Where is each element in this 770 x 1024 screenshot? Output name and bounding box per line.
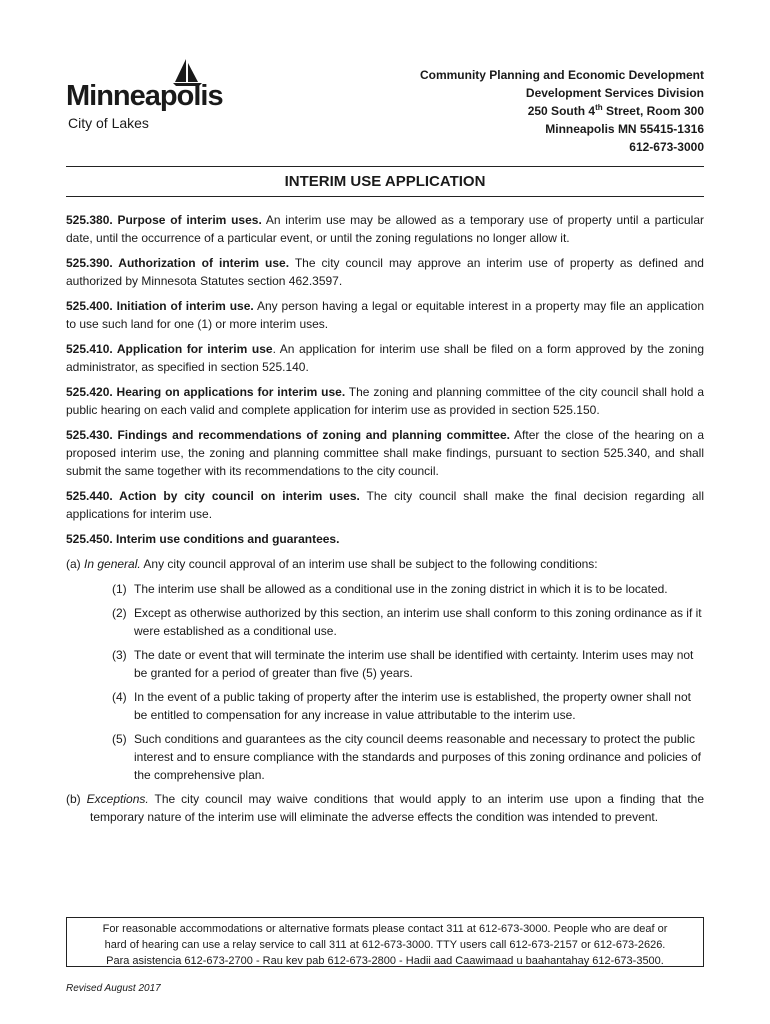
conditions-list: [112, 580, 704, 784]
accessibility-notice: [66, 917, 704, 967]
subsection-general: (a) In general. Any city council approval of an interim use shall be subject to the following conditions:: [66, 557, 598, 571]
notice-line: For reasonable accommodations or alternative formats please contact 311 at 612-673-3000. People who are deaf or: [102, 923, 668, 935]
address-line: 250 South 4th Street, Room 300: [527, 103, 704, 118]
section-525-450: 525.450. Interim use conditions and guarantees.: [66, 532, 340, 546]
page-title: INTERIM USE APPLICATION: [284, 173, 486, 190]
logo-wordmark: Minneapolis: [66, 80, 223, 112]
notice-line: Para asistencia 612-673-2700 - Rau kev pab 612-673-2800 - Hadii aad Caawimaad u baahantahay 612-673-3500.: [106, 955, 664, 967]
department-address: [420, 66, 704, 156]
section-525-380: 525.380. Purpose of interim uses. An interim use may be allowed as a temporary use of property until a particular date, until the occurrence of a particular event, or until the zoning regulations no longer allow it.: [66, 213, 705, 245]
divider: [66, 166, 704, 167]
section-525-420: 525.420. Hearing on applications for interim use. The zoning and planning committee of the city council shall hold a public hearing on each valid and complete application for interim use as provided in section 525.150.: [66, 385, 704, 417]
address-phone: 612-673-3000: [629, 140, 704, 154]
section-525-440: 525.440. Action by city council on interim uses. The city council shall make the final decision regarding all applications for interim use.: [66, 489, 704, 521]
address-line: Development Services Division: [525, 86, 704, 100]
subsection-exceptions: (b) Exceptions. The city council may waive conditions that would apply to an interim use upon a finding that the temporary nature of the interim use will eliminate the adverse effects the condition was intended to prevent.: [66, 792, 705, 824]
revision-date: Revised August 2017: [66, 983, 161, 994]
divider: [66, 196, 704, 197]
section-525-410: 525.410. Application for interim use. An application for interim use shall be filed on a form approved by the zoning administrator, as specified in section 525.140.: [66, 342, 704, 374]
list-item: (3) The date or event that will terminate the interim use shall be identified with certainty. Interim uses may not be granted for a period of greater than five (5) years.: [112, 648, 694, 680]
notice-line: hard of hearing can use a relay service to call 311 at 612-673-3000. TTY users call 612-673-2157 or 612-673-2626.: [104, 939, 666, 951]
list-item: (2) Except as otherwise authorized by this section, an interim use shall conform to this zoning ordinance as if it were established as a conditional use.: [112, 606, 702, 638]
minneapolis-logo: [66, 58, 223, 138]
section-525-390: 525.390. Authorization of interim use. The city council may approve an interim use of property as defined and authorized by Minnesota Statutes section 462.3597.: [66, 256, 704, 288]
address-line: Minneapolis MN 55415-1316: [545, 122, 704, 136]
list-item: (5) Such conditions and guarantees as the city council deems reasonable and necessary to protect the public interest and to ensure compliance with the standards and purposes of this zoning ordinance and policies of the comprehensive plan.: [112, 732, 702, 782]
list-item: (1) The interim use shall be allowed as a conditional use in the zoning district in which it is to be located.: [112, 582, 668, 596]
section-525-400: 525.400. Initiation of interim use. Any person having a legal or equitable interest in a property may file an application to use such land for one (1) or more interim uses.: [66, 299, 704, 331]
address-line: Community Planning and Economic Development: [419, 68, 704, 82]
section-525-430: 525.430. Findings and recommendations of zoning and planning committee. After the close of the hearing on a proposed interim use, the zoning and planning committee shall make findings, pursuant to section 525.340, and shall submit the same together with its recommendations to the city council.: [66, 428, 704, 478]
logo-tagline: City of Lakes: [68, 115, 149, 131]
page-header: [66, 58, 704, 158]
document-body: [66, 211, 704, 833]
list-item: (4) In the event of a public taking of property after the interim use is established, the property owner shall not be entitled to compensation for any increase in value attributable to the interim use.: [112, 690, 691, 722]
